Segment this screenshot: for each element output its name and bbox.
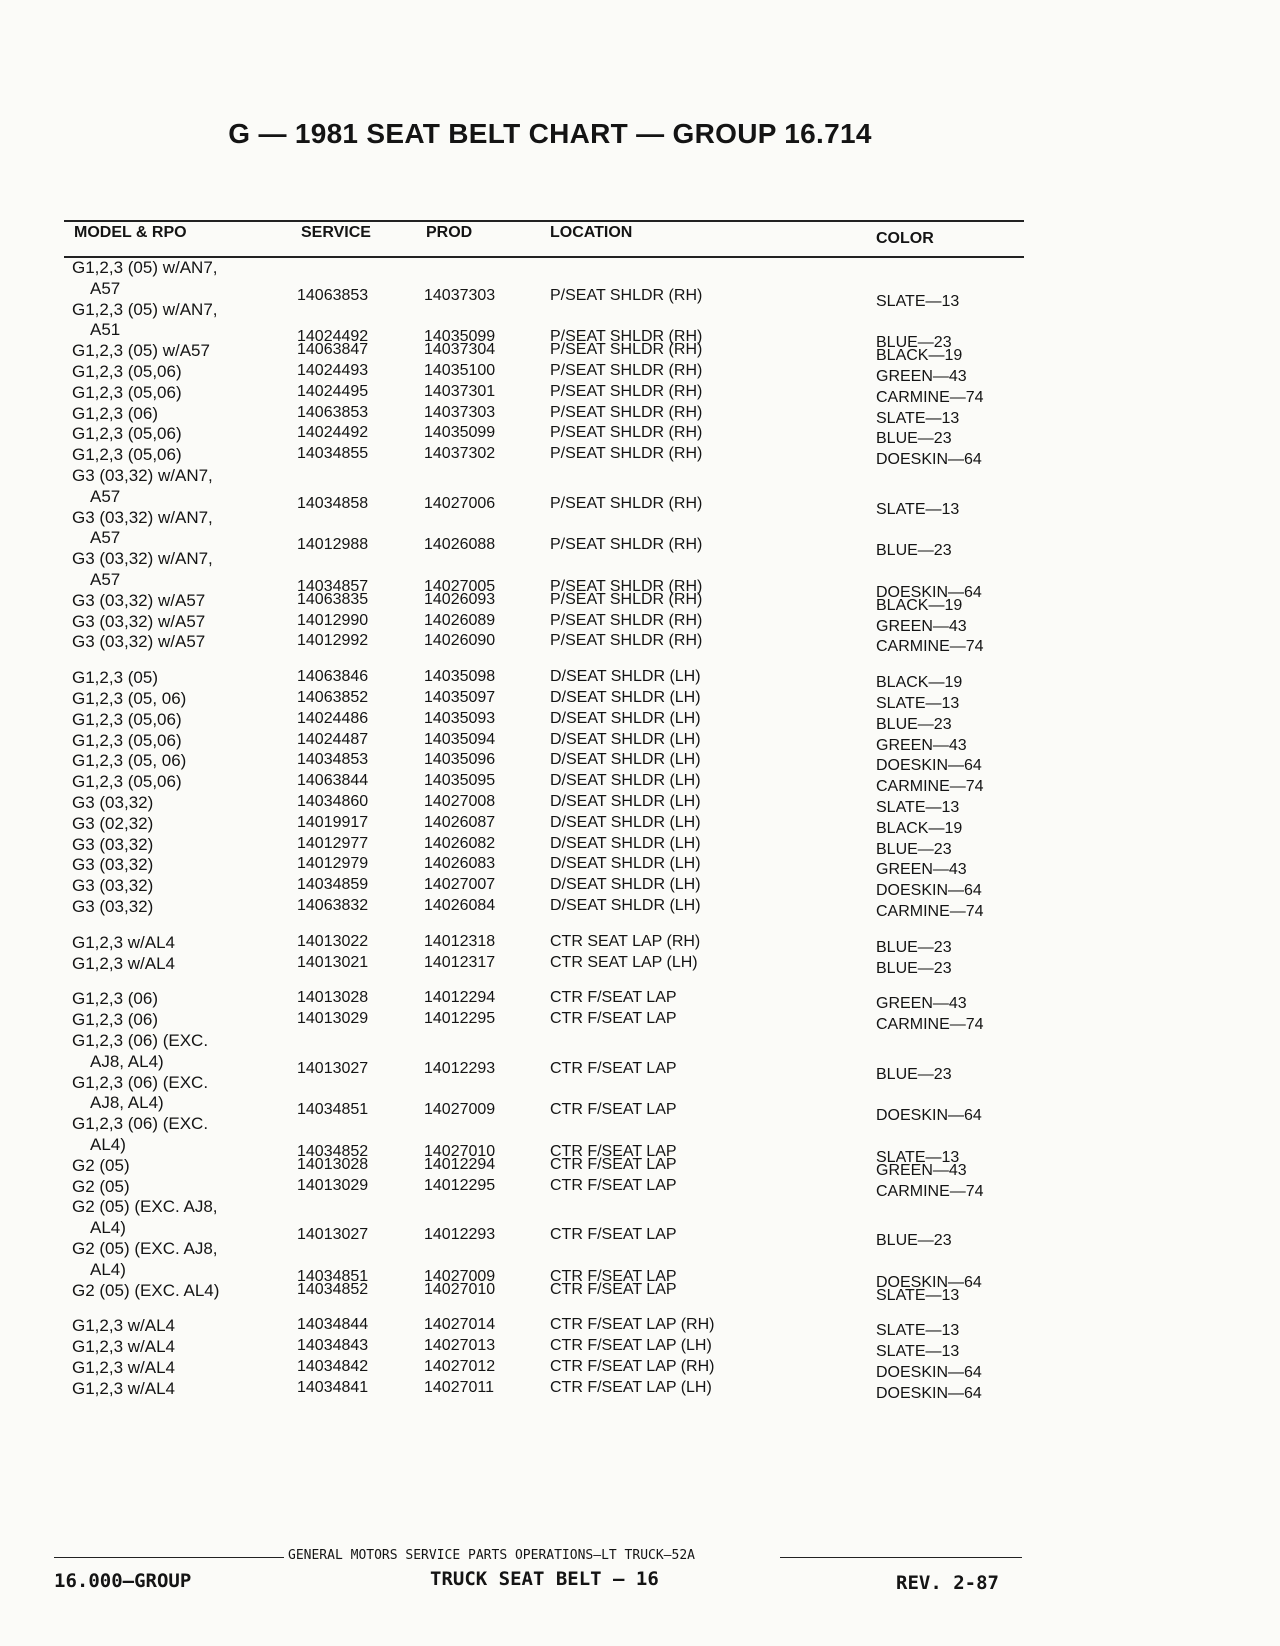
model-rpo-cell: G1,2,3 (06) (EXC. [72,1072,209,1092]
model-rpo-cell: G1,2,3 w/AL4 [72,932,176,952]
model-rpo-cell: G1,2,3 w/AL4 [72,953,176,973]
prod-part-cell: 14027010 [424,1280,496,1298]
color-cell: BLUE—23 [876,938,952,956]
model-rpo-cell: AJ8, AL4) [90,1093,164,1113]
prod-part-cell: 14012294 [424,1155,496,1173]
prod-part-cell: 14012293 [424,1226,496,1244]
prod-part-cell: 14035098 [424,668,496,686]
model-rpo-cell: G1,2,3 (05,06) [72,772,182,792]
location-cell: P/SEAT SHLDR (RH) [550,341,703,359]
prod-part-cell: 14027006 [424,494,496,512]
color-cell: BLACK—19 [876,596,963,614]
location-cell: D/SEAT SHLDR (LH) [550,876,701,894]
model-rpo-cell: G1,2,3 (06) [72,403,158,423]
color-cell: DOESKIN—64 [876,1273,982,1291]
service-part-cell: 14034844 [297,1316,369,1334]
service-part-cell: 14034855 [297,445,369,463]
service-part-cell: 14012992 [297,632,369,650]
service-part-cell: 14063844 [297,772,369,790]
model-rpo-cell: G1,2,3 (06) [72,989,158,1009]
service-part-cell: 14034858 [297,494,369,512]
location-cell: D/SEAT SHLDR (LH) [550,897,701,914]
model-rpo-cell: G1,2,3 (05, 06) [72,689,187,708]
footer-section: TRUCK SEAT BELT — 16 [430,1568,659,1590]
color-cell: SLATE—13 [876,799,960,816]
model-rpo-cell: G3 (03,32) [72,897,154,916]
service-part-cell: 14012979 [297,855,369,873]
model-rpo-cell: G1,2,3 w/AL4 [72,1378,176,1398]
service-part-cell: 14024495 [297,382,369,400]
location-cell: CTR F/SEAT LAP [550,1176,677,1194]
prod-part-cell: 14026082 [424,834,496,852]
prod-part-cell: 14027009 [424,1101,496,1119]
location-cell: CTR F/SEAT LAP (RH) [550,1316,715,1334]
location-cell: D/SEAT SHLDR (LH) [550,689,701,706]
location-cell: P/SEAT SHLDR (RH) [550,403,703,421]
service-part-cell: 14013021 [297,953,369,971]
prod-part-cell: 14037302 [424,445,496,463]
service-part-cell: 14012977 [297,834,369,852]
color-cell: GREEN—43 [876,368,967,385]
location-cell: P/SEAT SHLDR (RH) [550,424,703,442]
location-cell: P/SEAT SHLDR (RH) [550,536,703,554]
service-part-cell: 14024486 [297,709,369,727]
model-rpo-cell: A57 [90,486,121,506]
page-title: G — 1981 SEAT BELT CHART — GROUP 16.714 [228,118,872,149]
prod-part-cell: 14035094 [424,730,496,748]
service-part-cell: 14019917 [297,813,369,831]
color-cell: SLATE—13 [876,409,960,427]
location-cell: CTR F/SEAT LAP [550,1280,677,1298]
service-part-cell: 14063853 [297,286,369,304]
model-rpo-cell: G3 (03,32) [72,834,154,854]
model-rpo-cell: G3 (03,32) w/A57 [72,611,206,631]
location-cell: CTR F/SEAT LAP [550,989,677,1007]
location-cell: P/SEAT SHLDR (RH) [550,286,703,304]
service-part-cell: 14013028 [297,1155,369,1173]
color-cell: DOESKIN—64 [876,757,982,775]
location-cell: CTR F/SEAT LAP [550,1101,677,1119]
location-cell: D/SEAT SHLDR (LH) [550,668,701,686]
model-rpo-cell: G1,2,3 (05,06) [72,709,182,729]
column-header-location: LOCATION [550,224,633,241]
prod-part-cell: 14035093 [424,709,496,727]
location-cell: D/SEAT SHLDR (LH) [550,793,701,810]
location-cell: P/SEAT SHLDR (RH) [550,445,703,463]
prod-part-cell: 14026089 [424,611,496,629]
model-rpo-cell: G1,2,3 (05) w/AN7, [72,258,218,277]
model-rpo-cell: G1,2,3 (05) [72,668,158,688]
color-cell: BLUE—23 [876,334,952,352]
location-cell: CTR F/SEAT LAP [550,1155,677,1173]
model-rpo-cell: G3 (02,32) [72,813,154,833]
model-rpo-cell: AL4) [90,1259,126,1279]
service-part-cell: 14013028 [297,989,369,1007]
color-cell: GREEN—43 [876,1161,967,1179]
service-part-cell: 14034852 [297,1143,369,1160]
color-cell: BLUE—23 [876,959,952,977]
location-cell: CTR SEAT LAP (LH) [550,953,698,971]
service-part-cell: 14034860 [297,793,369,810]
color-cell: DOESKIN—64 [876,451,982,469]
column-header-service: SERVICE [301,224,371,241]
color-cell: CARMINE—74 [876,388,984,406]
model-rpo-cell: G3 (03,32) [72,876,154,896]
prod-part-cell: 14027008 [424,793,496,810]
prod-part-cell: 14037303 [424,286,496,304]
prod-part-cell: 14027011 [424,1378,494,1396]
color-cell: BLUE—23 [876,715,952,733]
prod-part-cell: 14012293 [424,1059,496,1077]
service-part-cell: 14063835 [297,590,369,608]
service-part-cell: 14024492 [297,328,369,346]
prod-part-cell: 14012317 [424,953,496,971]
model-rpo-cell: G3 (03,32) w/A57 [72,590,206,610]
color-cell: BLUE—23 [876,840,952,858]
footer-revision: REV. 2-87 [896,1572,999,1594]
model-rpo-cell: G1,2,3 (06) (EXC. [72,1031,209,1050]
color-cell: GREEN—43 [876,995,967,1013]
prod-part-cell: 14026088 [424,536,496,554]
model-rpo-cell: G2 (05) [72,1176,130,1196]
prod-part-cell: 14026087 [424,813,496,831]
prod-part-cell: 14035096 [424,751,496,769]
color-cell: CARMINE—74 [876,903,984,920]
location-cell: P/SEAT SHLDR (RH) [550,590,703,608]
color-cell: BLUE—23 [876,542,952,560]
model-rpo-cell: G3 (03,32) [72,855,154,875]
color-cell: CARMINE—74 [876,638,984,656]
location-cell: D/SEAT SHLDR (LH) [550,813,701,831]
location-cell: P/SEAT SHLDR (RH) [550,362,703,379]
service-part-cell: 14034841 [297,1378,369,1396]
color-cell: BLACK—19 [876,819,963,837]
color-cell: SLATE—13 [876,292,960,310]
footer-operations: GENERAL MOTORS SERVICE PARTS OPERATIONS—LT TRUCK—52A [288,1548,695,1563]
model-rpo-cell: AJ8, AL4) [90,1051,164,1071]
prod-part-cell: 14037304 [424,341,496,359]
prod-part-cell: 14035095 [424,772,496,790]
model-rpo-cell: G1,2,3 (05) w/A57 [72,341,210,361]
model-rpo-cell: G1,2,3 (05,06) [72,424,182,444]
prod-part-cell: 14037301 [424,382,496,400]
model-rpo-cell: G1,2,3 (05, 06) [72,751,187,771]
color-cell: BLUE—23 [876,1065,952,1083]
location-cell: CTR F/SEAT LAP [550,1059,677,1077]
model-rpo-cell: G2 (05) (EXC. AJ8, [72,1239,218,1258]
service-part-cell: 14034857 [297,578,369,595]
color-cell: BLACK—19 [876,674,963,692]
column-header-model: MODEL & RPO [74,224,187,241]
location-cell: D/SEAT SHLDR (LH) [550,772,701,790]
service-part-cell: 14034843 [297,1337,369,1355]
service-part-cell: 14034859 [297,876,369,894]
model-rpo-cell: G1,2,3 (06) [72,1010,158,1030]
color-cell: SLATE—13 [876,1149,960,1166]
service-part-cell: 14013027 [297,1059,369,1077]
color-cell: SLATE—13 [876,1343,960,1361]
location-cell: CTR F/SEAT LAP (LH) [550,1378,712,1396]
service-part-cell: 14012988 [297,536,369,554]
service-part-cell: 14034853 [297,751,369,769]
model-rpo-cell: AL4) [90,1218,126,1238]
prod-part-cell: 14012295 [424,1176,496,1194]
location-cell: P/SEAT SHLDR (RH) [550,494,703,512]
prod-part-cell: 14012294 [424,989,496,1007]
column-header-color: COLOR [876,230,934,247]
model-rpo-cell: G2 (05) [72,1155,130,1175]
prod-part-cell: 14035099 [424,328,496,346]
model-rpo-cell: G3 (03,32) w/AN7, [72,466,213,485]
prod-part-cell: 14026084 [424,897,496,914]
service-part-cell: 14013027 [297,1226,369,1244]
model-rpo-cell: G1,2,3 (05,06) [72,730,182,750]
location-cell: CTR F/SEAT LAP (RH) [550,1358,715,1375]
prod-part-cell: 14035099 [424,424,496,442]
prod-part-cell: 14012295 [424,1010,496,1028]
location-cell: P/SEAT SHLDR (RH) [550,611,703,629]
service-part-cell: 14034842 [297,1358,369,1375]
color-cell: GREEN—43 [876,861,967,879]
prod-part-cell: 14027013 [424,1337,496,1355]
location-cell: CTR F/SEAT LAP [550,1267,677,1285]
color-cell: DOESKIN—64 [876,882,982,900]
service-part-cell: 14063846 [297,668,369,686]
color-cell: DOESKIN—64 [876,1107,982,1125]
prod-part-cell: 14026093 [424,590,496,608]
model-rpo-cell: G3 (03,32) w/AN7, [72,507,213,527]
model-rpo-cell: G1,2,3 w/AL4 [72,1358,176,1377]
location-cell: D/SEAT SHLDR (LH) [550,709,701,727]
color-cell: CARMINE—74 [876,778,984,796]
prod-part-cell: 14027014 [424,1316,496,1334]
color-cell: DOESKIN—64 [876,584,982,601]
location-cell: CTR SEAT LAP (RH) [550,932,701,950]
prod-part-cell: 14035100 [424,362,496,379]
service-part-cell: 14024492 [297,424,369,442]
footer-group: 16.000—GROUP [54,1570,192,1592]
color-cell: BLUE—23 [876,1232,952,1250]
service-part-cell: 14063852 [297,689,369,706]
prod-part-cell: 14037303 [424,403,496,421]
color-cell: SLATE—13 [876,1322,960,1340]
location-cell: P/SEAT SHLDR (RH) [550,632,703,650]
location-cell: CTR F/SEAT LAP (LH) [550,1337,712,1355]
prod-part-cell: 14012318 [424,932,496,950]
model-rpo-cell: A57 [90,278,121,298]
service-part-cell: 14013029 [297,1176,369,1194]
prod-part-cell: 14027007 [424,876,496,894]
color-cell: DOESKIN—64 [876,1384,982,1402]
color-cell: BLUE—23 [876,430,952,448]
color-cell: SLATE—13 [876,500,960,518]
model-rpo-cell: G2 (05) (EXC. AL4) [72,1280,220,1300]
prod-part-cell: 14027005 [424,578,496,595]
model-rpo-cell: G1,2,3 (05,06) [72,382,182,402]
column-header-prod: PROD [426,224,473,241]
prod-part-cell: 14027010 [424,1143,496,1160]
service-part-cell: 14034851 [297,1267,369,1285]
location-cell: CTR F/SEAT LAP [550,1010,677,1028]
service-part-cell: 14013029 [297,1010,369,1028]
location-cell: P/SEAT SHLDR (RH) [550,578,703,595]
location-cell: CTR F/SEAT LAP [550,1143,677,1160]
header-top-rule [64,220,1024,222]
service-part-cell: 14063853 [297,403,369,421]
prod-part-cell: 14026083 [424,855,496,873]
service-part-cell: 14063832 [297,897,369,914]
model-rpo-cell: G1,2,3 w/AL4 [72,1316,176,1336]
prod-part-cell: 14027009 [424,1267,496,1285]
footer-rule-right [780,1557,1022,1558]
model-rpo-cell: G1,2,3 w/AL4 [72,1337,176,1357]
model-rpo-cell: G3 (03,32) [72,793,154,812]
color-cell: CARMINE—74 [876,1182,984,1200]
color-cell: SLATE—13 [876,1286,960,1304]
model-rpo-cell: A57 [90,528,121,548]
service-part-cell: 14024493 [297,362,369,379]
service-part-cell: 14034852 [297,1280,369,1298]
location-cell: D/SEAT SHLDR (LH) [550,855,701,873]
location-cell: P/SEAT SHLDR (RH) [550,382,703,400]
service-part-cell: 14013022 [297,932,369,950]
service-part-cell: 14063847 [297,341,369,359]
color-cell: BLACK—19 [876,347,963,365]
location-cell: P/SEAT SHLDR (RH) [550,328,703,346]
model-rpo-cell: G1,2,3 (05,06) [72,362,182,381]
model-rpo-cell: G3 (03,32) w/AN7, [72,549,213,569]
service-part-cell: 14034851 [297,1101,369,1119]
color-cell: GREEN—43 [876,617,967,635]
location-cell: D/SEAT SHLDR (LH) [550,730,701,748]
location-cell: D/SEAT SHLDR (LH) [550,751,701,769]
model-rpo-cell: AL4) [90,1135,126,1154]
prod-part-cell: 14026090 [424,632,496,650]
model-rpo-cell: G2 (05) (EXC. AJ8, [72,1197,218,1217]
model-rpo-cell: A57 [90,570,121,589]
location-cell: CTR F/SEAT LAP [550,1226,677,1244]
model-rpo-cell: G1,2,3 (06) (EXC. [72,1114,209,1134]
service-part-cell: 14024487 [297,730,369,748]
model-rpo-cell: G3 (03,32) w/A57 [72,632,206,652]
footer-rule-left [54,1557,284,1558]
location-cell: D/SEAT SHLDR (LH) [550,834,701,852]
color-cell: SLATE—13 [876,695,960,712]
prod-part-cell: 14035097 [424,689,496,706]
model-rpo-cell: G1,2,3 (05) w/AN7, [72,299,218,319]
color-cell: GREEN—43 [876,736,967,754]
prod-part-cell: 14027012 [424,1358,496,1375]
color-cell: CARMINE—74 [876,1016,984,1034]
model-rpo-cell: A51 [90,320,121,340]
model-rpo-cell: G1,2,3 (05,06) [72,445,182,465]
color-cell: DOESKIN—64 [876,1364,982,1381]
service-part-cell: 14012990 [297,611,369,629]
